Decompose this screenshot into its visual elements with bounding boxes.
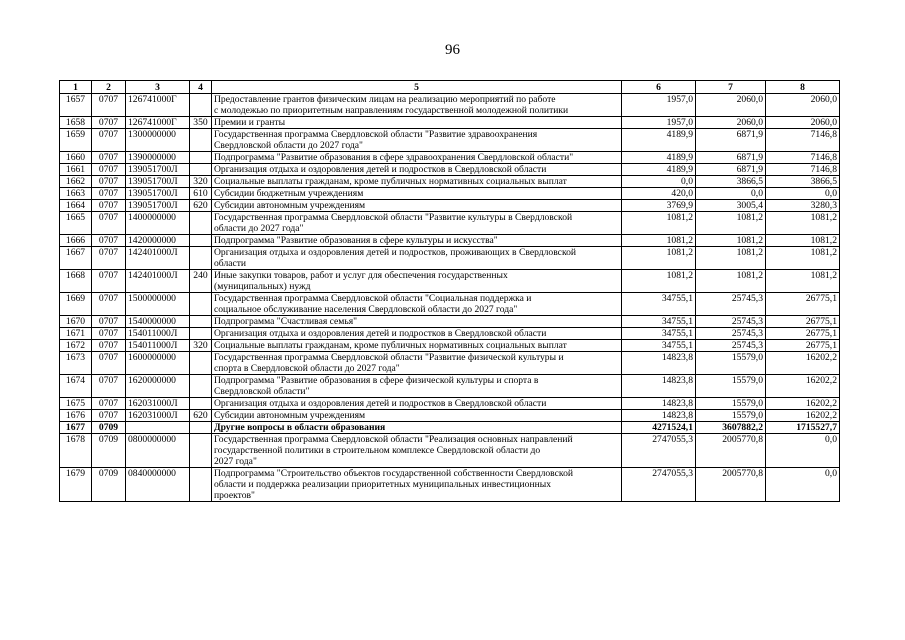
table-row bbox=[60, 398, 840, 410]
target-article-cell: 0840000000 bbox=[126, 468, 190, 502]
section-code-cell: 0709 bbox=[92, 468, 126, 502]
table-row bbox=[60, 117, 840, 129]
item-name-cell bbox=[212, 398, 622, 410]
section-code-cell: 0707 bbox=[92, 352, 126, 375]
item-name-cell bbox=[212, 164, 622, 176]
item-name-line: Предоставление грантов физическим лицам на реализацию мероприятий по работе bbox=[214, 94, 556, 105]
row-number-cell: 1661 bbox=[60, 164, 92, 176]
row-number-cell: 1672 bbox=[60, 340, 92, 352]
item-name-line: Государственная программа Свердловской области "Реализация основных направлений bbox=[214, 434, 573, 445]
row-number-cell: 1677 bbox=[60, 422, 92, 434]
expense-type-cell bbox=[190, 293, 212, 316]
item-name-cell bbox=[212, 212, 622, 235]
expense-type-cell bbox=[190, 212, 212, 235]
item-name-cell bbox=[212, 410, 622, 422]
amount-2025-cell: 0,0 bbox=[622, 176, 696, 188]
expense-type-cell bbox=[190, 434, 212, 468]
item-name-line: Субсидии бюджетным учреждениям bbox=[214, 188, 364, 199]
table-row bbox=[60, 410, 840, 422]
section-code-cell: 0709 bbox=[92, 434, 126, 468]
amount-2026-cell: 1081,2 bbox=[696, 235, 766, 247]
item-name-cell bbox=[212, 152, 622, 164]
amount-2025-cell: 1957,0 bbox=[622, 117, 696, 129]
item-name-line: области bbox=[214, 258, 247, 269]
section-code-cell: 0707 bbox=[92, 293, 126, 316]
row-number-cell: 1659 bbox=[60, 129, 92, 152]
table-row bbox=[60, 94, 840, 117]
section-code-cell: 0707 bbox=[92, 212, 126, 235]
section-code-cell: 0707 bbox=[92, 375, 126, 398]
item-name-line: области и поддержка реализации приоритетных муниципальных инвестиционных bbox=[214, 479, 551, 490]
section-code-cell: 0707 bbox=[92, 129, 126, 152]
section-code-cell: 0707 bbox=[92, 152, 126, 164]
amount-2025-cell: 1081,2 bbox=[622, 270, 696, 293]
amount-2026-cell: 15579,0 bbox=[696, 375, 766, 398]
table-row bbox=[60, 316, 840, 328]
amount-2026-cell: 3866,5 bbox=[696, 176, 766, 188]
header-cell: 5 bbox=[212, 81, 622, 94]
item-name-line: спорта в Свердловской области до 2027 года" bbox=[214, 363, 400, 374]
target-article-cell: 142401000Л bbox=[126, 247, 190, 270]
expense-type-cell: 620 bbox=[190, 200, 212, 212]
amount-2025-cell: 34755,1 bbox=[622, 316, 696, 328]
target-article-cell: 1600000000 bbox=[126, 352, 190, 375]
amount-2027-cell: 7146,8 bbox=[766, 152, 840, 164]
row-number-cell: 1671 bbox=[60, 328, 92, 340]
amount-2026-cell: 15579,0 bbox=[696, 352, 766, 375]
item-name-cell bbox=[212, 117, 622, 129]
section-code-cell: 0707 bbox=[92, 410, 126, 422]
amount-2025-cell: 4189,9 bbox=[622, 152, 696, 164]
expense-type-cell: 610 bbox=[190, 188, 212, 200]
row-number-cell: 1667 bbox=[60, 247, 92, 270]
amount-2027-cell: 0,0 bbox=[766, 468, 840, 502]
target-article-cell: 1300000000 bbox=[126, 129, 190, 152]
expense-type-cell bbox=[190, 375, 212, 398]
amount-2026-cell: 2060,0 bbox=[696, 94, 766, 117]
amount-2025-cell: 34755,1 bbox=[622, 293, 696, 316]
amount-2025-cell: 1081,2 bbox=[622, 212, 696, 235]
amount-2025-cell: 4271524,1 bbox=[622, 422, 696, 434]
item-name-line: Другие вопросы в области образования bbox=[214, 422, 386, 433]
item-name-line: Свердловской области" bbox=[214, 386, 310, 397]
table-row bbox=[60, 188, 840, 200]
section-code-cell: 0707 bbox=[92, 247, 126, 270]
amount-2027-cell: 1081,2 bbox=[766, 247, 840, 270]
target-article-cell: 139051700Л bbox=[126, 188, 190, 200]
table-row bbox=[60, 176, 840, 188]
amount-2025-cell: 4189,9 bbox=[622, 129, 696, 152]
amount-2027-cell: 0,0 bbox=[766, 188, 840, 200]
amount-2025-cell: 1081,2 bbox=[622, 247, 696, 270]
table-row bbox=[60, 328, 840, 340]
row-number-cell: 1658 bbox=[60, 117, 92, 129]
amount-2026-cell: 0,0 bbox=[696, 188, 766, 200]
header-cell: 1 bbox=[60, 81, 92, 94]
section-code-cell: 0707 bbox=[92, 188, 126, 200]
table-row bbox=[60, 235, 840, 247]
section-code-cell: 0707 bbox=[92, 117, 126, 129]
item-name-cell bbox=[212, 200, 622, 212]
item-name-cell bbox=[212, 422, 622, 434]
item-name-cell bbox=[212, 352, 622, 375]
target-article-cell bbox=[126, 422, 190, 434]
table-row bbox=[60, 152, 840, 164]
row-number-cell: 1679 bbox=[60, 468, 92, 502]
amount-2027-cell: 3866,5 bbox=[766, 176, 840, 188]
amount-2026-cell: 25745,3 bbox=[696, 293, 766, 316]
amount-2026-cell: 25745,3 bbox=[696, 316, 766, 328]
amount-2027-cell: 1715527,7 bbox=[766, 422, 840, 434]
item-name-line: Организация отдыха и оздоровления детей и подростков в Свердловской области bbox=[214, 398, 547, 409]
item-name-line: Государственная программа Свердловской области "Развитие культуры в Свердловской bbox=[214, 212, 573, 223]
item-name-line: Подпрограмма "Строительство объектов государственной собственности Свердловской bbox=[214, 468, 573, 479]
header-cell: 7 bbox=[696, 81, 766, 94]
amount-2026-cell: 2005770,8 bbox=[696, 434, 766, 468]
amount-2026-cell: 3005,4 bbox=[696, 200, 766, 212]
amount-2027-cell: 0,0 bbox=[766, 434, 840, 468]
target-article-cell: 142401000Л bbox=[126, 270, 190, 293]
page-number: 96 bbox=[445, 42, 460, 58]
item-name-cell bbox=[212, 375, 622, 398]
item-name-line: Социальные выплаты гражданам, кроме публичных нормативных социальных выплат bbox=[214, 176, 567, 187]
expense-type-cell bbox=[190, 398, 212, 410]
table-row bbox=[60, 434, 840, 468]
amount-2027-cell: 16202,2 bbox=[766, 352, 840, 375]
item-name-line: Государственная программа Свердловской области "Развитие здравоохранения bbox=[214, 129, 538, 140]
amount-2025-cell: 14823,8 bbox=[622, 410, 696, 422]
item-name-cell bbox=[212, 293, 622, 316]
table-row bbox=[60, 270, 840, 293]
row-number-cell: 1662 bbox=[60, 176, 92, 188]
target-article-cell: 0800000000 bbox=[126, 434, 190, 468]
item-name-line: Свердловской области до 2027 года" bbox=[214, 140, 363, 151]
amount-2027-cell: 26775,1 bbox=[766, 293, 840, 316]
amount-2026-cell: 25745,3 bbox=[696, 340, 766, 352]
amount-2027-cell: 7146,8 bbox=[766, 164, 840, 176]
target-article-cell: 154011000Л bbox=[126, 340, 190, 352]
amount-2025-cell: 3769,9 bbox=[622, 200, 696, 212]
table-row bbox=[60, 129, 840, 152]
row-number-cell: 1676 bbox=[60, 410, 92, 422]
item-name-line: проектов" bbox=[214, 490, 255, 501]
item-name-cell bbox=[212, 270, 622, 293]
table-body bbox=[60, 94, 840, 502]
amount-2025-cell: 420,0 bbox=[622, 188, 696, 200]
amount-2027-cell: 1081,2 bbox=[766, 212, 840, 235]
amount-2026-cell: 1081,2 bbox=[696, 212, 766, 235]
amount-2027-cell: 26775,1 bbox=[766, 328, 840, 340]
target-article-cell: 162031000Л bbox=[126, 410, 190, 422]
table-row bbox=[60, 340, 840, 352]
row-number-cell: 1674 bbox=[60, 375, 92, 398]
amount-2025-cell: 14823,8 bbox=[622, 375, 696, 398]
item-name-line: Государственная программа Свердловской области "Социальная поддержка и bbox=[214, 293, 532, 304]
expense-type-cell bbox=[190, 235, 212, 247]
row-number-cell: 1675 bbox=[60, 398, 92, 410]
table-row bbox=[60, 375, 840, 398]
amount-2027-cell: 2060,0 bbox=[766, 117, 840, 129]
row-number-cell: 1666 bbox=[60, 235, 92, 247]
item-name-cell bbox=[212, 434, 622, 468]
amount-2026-cell: 25745,3 bbox=[696, 328, 766, 340]
section-code-cell: 0707 bbox=[92, 94, 126, 117]
header-cell: 8 bbox=[766, 81, 840, 94]
item-name-cell bbox=[212, 94, 622, 117]
section-code-cell: 0707 bbox=[92, 235, 126, 247]
target-article-cell: 126741000Г bbox=[126, 94, 190, 117]
expense-type-cell bbox=[190, 468, 212, 502]
table-row bbox=[60, 212, 840, 235]
amount-2025-cell: 2747055,3 bbox=[622, 434, 696, 468]
section-code-cell: 0707 bbox=[92, 328, 126, 340]
amount-2026-cell: 15579,0 bbox=[696, 410, 766, 422]
amount-2027-cell: 7146,8 bbox=[766, 129, 840, 152]
item-name-line: Организация отдыха и оздоровления детей и подростков, проживающих в Свердловской bbox=[214, 247, 577, 258]
item-name-cell bbox=[212, 129, 622, 152]
table-row bbox=[60, 247, 840, 270]
item-name-cell bbox=[212, 235, 622, 247]
amount-2025-cell: 14823,8 bbox=[622, 352, 696, 375]
section-code-cell: 0707 bbox=[92, 164, 126, 176]
row-number-cell: 1678 bbox=[60, 434, 92, 468]
amount-2026-cell: 2005770,8 bbox=[696, 468, 766, 502]
amount-2025-cell: 14823,8 bbox=[622, 398, 696, 410]
expense-type-cell: 320 bbox=[190, 340, 212, 352]
target-article-cell: 139051700Л bbox=[126, 176, 190, 188]
amount-2025-cell: 4189,9 bbox=[622, 164, 696, 176]
target-article-cell: 162031000Л bbox=[126, 398, 190, 410]
row-number-cell: 1669 bbox=[60, 293, 92, 316]
item-name-cell bbox=[212, 247, 622, 270]
table-row bbox=[60, 200, 840, 212]
table-row bbox=[60, 164, 840, 176]
item-name-line: Субсидии автономным учреждениям bbox=[214, 410, 366, 421]
row-number-cell: 1670 bbox=[60, 316, 92, 328]
expense-type-cell bbox=[190, 328, 212, 340]
target-article-cell: 1620000000 bbox=[126, 375, 190, 398]
amount-2026-cell: 2060,0 bbox=[696, 117, 766, 129]
amount-2026-cell: 1081,2 bbox=[696, 247, 766, 270]
header-cell: 3 bbox=[126, 81, 190, 94]
item-name-line: области до 2027 года" bbox=[214, 223, 304, 234]
expense-type-cell bbox=[190, 152, 212, 164]
item-name-cell bbox=[212, 328, 622, 340]
amount-2027-cell: 16202,2 bbox=[766, 375, 840, 398]
section-code-cell: 0707 bbox=[92, 340, 126, 352]
expense-type-cell: 320 bbox=[190, 176, 212, 188]
expense-type-cell: 350 bbox=[190, 117, 212, 129]
expense-type-cell bbox=[190, 247, 212, 270]
item-name-line: государственной политики в строительном комплексе Свердловской области до bbox=[214, 445, 541, 456]
row-number-cell: 1665 bbox=[60, 212, 92, 235]
amount-2026-cell: 1081,2 bbox=[696, 270, 766, 293]
item-name-line: Иные закупки товаров, работ и услуг для обеспечения государственных bbox=[214, 270, 508, 281]
amount-2025-cell: 2747055,3 bbox=[622, 468, 696, 502]
item-name-cell bbox=[212, 468, 622, 502]
section-code-cell: 0709 bbox=[92, 422, 126, 434]
amount-2026-cell: 6871,9 bbox=[696, 129, 766, 152]
target-article-cell: 154011000Л bbox=[126, 328, 190, 340]
amount-2025-cell: 1957,0 bbox=[622, 94, 696, 117]
amount-2027-cell: 16202,2 bbox=[766, 410, 840, 422]
target-article-cell: 126741000Г bbox=[126, 117, 190, 129]
item-name-cell bbox=[212, 176, 622, 188]
amount-2027-cell: 2060,0 bbox=[766, 94, 840, 117]
row-number-cell: 1673 bbox=[60, 352, 92, 375]
item-name-line: Премии и гранты bbox=[214, 117, 286, 128]
item-name-line: Социальные выплаты гражданам, кроме публичных нормативных социальных выплат bbox=[214, 340, 567, 351]
target-article-cell: 1500000000 bbox=[126, 293, 190, 316]
table-row bbox=[60, 468, 840, 502]
expense-type-cell bbox=[190, 316, 212, 328]
expense-type-cell: 240 bbox=[190, 270, 212, 293]
expense-type-cell bbox=[190, 164, 212, 176]
expense-type-cell bbox=[190, 129, 212, 152]
amount-2027-cell: 16202,2 bbox=[766, 398, 840, 410]
item-name-line: социальное обслуживание населения Свердловской области до 2027 года" bbox=[214, 304, 518, 315]
amount-2027-cell: 26775,1 bbox=[766, 316, 840, 328]
row-number-cell: 1664 bbox=[60, 200, 92, 212]
item-name-line: Организация отдыха и оздоровления детей и подростков в Свердловской области bbox=[214, 164, 547, 175]
expense-type-cell bbox=[190, 94, 212, 117]
amount-2026-cell: 6871,9 bbox=[696, 164, 766, 176]
row-number-cell: 1657 bbox=[60, 94, 92, 117]
table-row bbox=[60, 293, 840, 316]
header-cell: 6 bbox=[622, 81, 696, 94]
amount-2025-cell: 1081,2 bbox=[622, 235, 696, 247]
expense-type-cell bbox=[190, 352, 212, 375]
header-cell: 4 bbox=[190, 81, 212, 94]
item-name-line: Подпрограмма "Развитие образования в сфере культуры и искусства" bbox=[214, 235, 498, 246]
amount-2025-cell: 34755,1 bbox=[622, 328, 696, 340]
item-name-line: Подпрограмма "Развитие образования в сфере физической культуры и спорта в bbox=[214, 375, 539, 386]
item-name-cell bbox=[212, 340, 622, 352]
section-code-cell: 0707 bbox=[92, 398, 126, 410]
amount-2027-cell: 26775,1 bbox=[766, 340, 840, 352]
table-row bbox=[60, 422, 840, 434]
expense-type-cell bbox=[190, 422, 212, 434]
item-name-cell bbox=[212, 188, 622, 200]
item-name-line: с молодежью по приоритетным направлениям государственной молодежной политики bbox=[214, 105, 569, 116]
target-article-cell: 1420000000 bbox=[126, 235, 190, 247]
table-header-row bbox=[60, 81, 840, 94]
target-article-cell: 139051700Л bbox=[126, 200, 190, 212]
section-code-cell: 0707 bbox=[92, 200, 126, 212]
amount-2026-cell: 6871,9 bbox=[696, 152, 766, 164]
item-name-line: Субсидии автономным учреждениям bbox=[214, 200, 366, 211]
target-article-cell: 139051700Л bbox=[126, 164, 190, 176]
item-name-line: Подпрограмма "Развитие образования в сфере здравоохранения Свердловской области" bbox=[214, 152, 574, 163]
expense-type-cell: 620 bbox=[190, 410, 212, 422]
table-row bbox=[60, 352, 840, 375]
amount-2026-cell: 3607882,2 bbox=[696, 422, 766, 434]
amount-2025-cell: 34755,1 bbox=[622, 340, 696, 352]
row-number-cell: 1668 bbox=[60, 270, 92, 293]
item-name-line: (муниципальных) нужд bbox=[214, 281, 311, 292]
target-article-cell: 1390000000 bbox=[126, 152, 190, 164]
target-article-cell: 1400000000 bbox=[126, 212, 190, 235]
amount-2027-cell: 1081,2 bbox=[766, 270, 840, 293]
amount-2027-cell: 3280,3 bbox=[766, 200, 840, 212]
row-number-cell: 1663 bbox=[60, 188, 92, 200]
item-name-line: Организация отдыха и оздоровления детей и подростков в Свердловской области bbox=[214, 328, 547, 339]
row-number-cell: 1660 bbox=[60, 152, 92, 164]
item-name-line: Подпрограмма "Счастливая семья" bbox=[214, 316, 358, 327]
section-code-cell: 0707 bbox=[92, 176, 126, 188]
amount-2027-cell: 1081,2 bbox=[766, 235, 840, 247]
header-cell: 2 bbox=[92, 81, 126, 94]
item-name-line: 2027 года" bbox=[214, 456, 257, 467]
target-article-cell: 1540000000 bbox=[126, 316, 190, 328]
item-name-cell bbox=[212, 316, 622, 328]
section-code-cell: 0707 bbox=[92, 270, 126, 293]
amount-2026-cell: 15579,0 bbox=[696, 398, 766, 410]
item-name-line: Государственная программа Свердловской области "Развитие физической культуры и bbox=[214, 352, 564, 363]
section-code-cell: 0707 bbox=[92, 316, 126, 328]
budget-table bbox=[59, 80, 840, 502]
